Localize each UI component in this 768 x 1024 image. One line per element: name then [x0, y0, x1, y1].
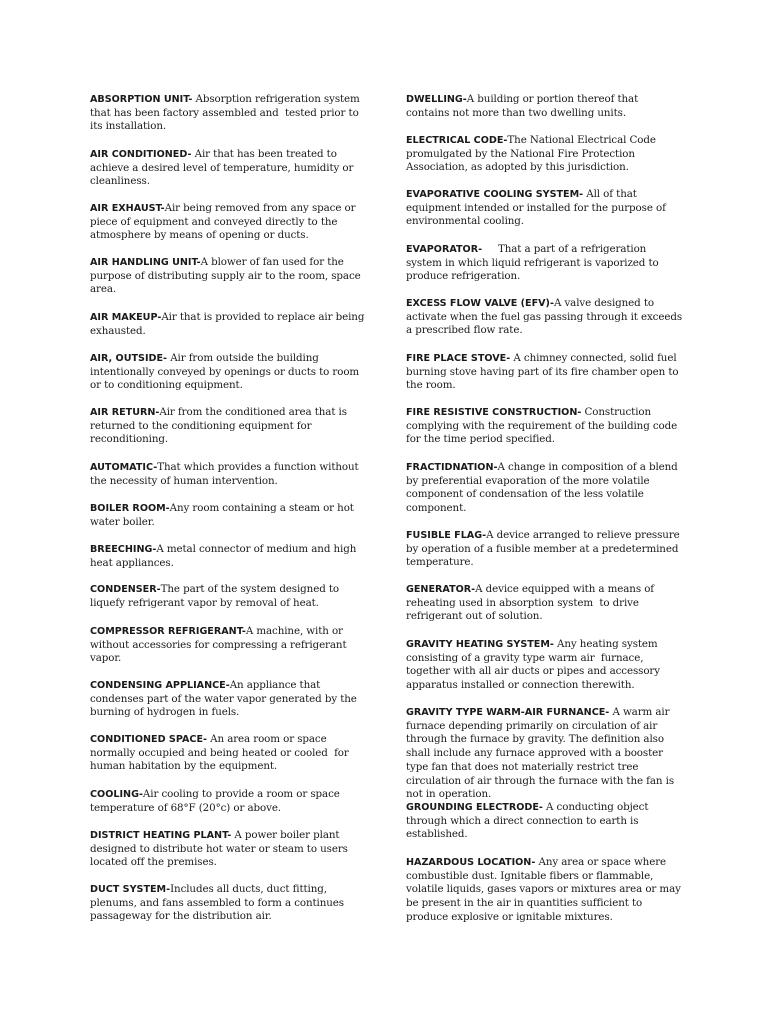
- glossary-definition: A machine, with or without accessories for compressing a refrigerant vapor.: [90, 625, 350, 665]
- left-glossary-entry: [90, 883, 366, 924]
- glossary-definition: All of that equipment intended or installed for the purpose of environmental cooling.: [406, 188, 669, 228]
- glossary-term: ELECTRICAL CODE-: [406, 135, 508, 146]
- left-glossary-entry: [90, 256, 366, 297]
- glossary-term: EXCESS FLOW VALVE (EFV)-: [406, 298, 554, 309]
- glossary-term: GRAVITY TYPE WARM-AIR FURNANCE-: [406, 707, 610, 718]
- right-glossary-entry: [406, 93, 682, 120]
- glossary-term: COOLING-: [90, 789, 143, 800]
- glossary-term: BOILER ROOM-: [90, 503, 170, 514]
- glossary-definition: A conducting object through which a direct connection to earth is established.: [406, 801, 652, 841]
- glossary-definition: The part of the system designed to liquefy refrigerant vapor by removal of heat.: [90, 583, 343, 609]
- glossary-definition: A building or portion thereof that contains not more than two dwelling units.: [406, 93, 642, 119]
- glossary-definition: An appliance that condenses part of the water vapor generated by the burning of hydrogen in fuels.: [90, 679, 360, 719]
- glossary-term: FUSIBLE FLAG-: [406, 530, 487, 541]
- glossary-definition: Any room containing a steam or hot water boiler.: [90, 502, 358, 528]
- glossary-term: HAZARDOUS LOCATION-: [406, 857, 536, 868]
- right-glossary-entry: [406, 297, 686, 338]
- right-glossary-entry: [406, 461, 682, 516]
- glossary-term: FIRE RESISTIVE CONSTRUCTION-: [406, 407, 582, 418]
- right-glossary-entry: [406, 801, 682, 842]
- right-glossary-entry: [406, 583, 682, 624]
- left-glossary-entry: [90, 625, 366, 666]
- glossary-term: DWELLING-: [406, 94, 467, 105]
- left-glossary-entry: [90, 461, 366, 488]
- right-glossary-entry: [406, 638, 682, 693]
- right-glossary-entry: [406, 243, 682, 284]
- glossary-definition: Air that has been treated to achieve a desired level of temperature, humidity or cleanliness.: [90, 148, 357, 188]
- right-glossary-entry: [406, 352, 682, 393]
- glossary-definition: Air from the conditioned area that is returned to the conditioning equipment for reconditioning.: [90, 406, 351, 446]
- glossary-term: EVAPORATOR-: [406, 244, 483, 255]
- right-glossary-entry: [406, 856, 685, 925]
- glossary-term: CONDENSING APPLIANCE-: [90, 680, 230, 691]
- glossary-term: BREECHING-: [90, 544, 157, 555]
- right-glossary-entry: [406, 529, 682, 570]
- left-glossary-entry: [90, 352, 366, 393]
- glossary-definition: A power boiler plant designed to distribute hot water or steam to users located off the premises.: [90, 829, 352, 869]
- glossary-term: FIRE PLACE STOVE-: [406, 353, 511, 364]
- left-glossary-entry: [90, 148, 366, 189]
- left-glossary-entry: [90, 543, 366, 570]
- glossary-term: AUTOMATIC-: [90, 462, 158, 473]
- glossary-term: AIR EXHAUST-: [90, 203, 165, 214]
- glossary-definition: A warm air furnace depending primarily on circulation of air through the furnace by gravity. The definition also shall include any furnace approved with a booster type fan that does not materially restrict tree circulation of air through the furnace with the fan is not in operation.: [406, 706, 678, 801]
- left-glossary-entry: [90, 406, 366, 447]
- glossary-definition: Air being removed from any space or piece of equipment and conveyed directly to the atmosphere by means of opening or ducts.: [90, 202, 359, 242]
- glossary-definition: An area room or space normally occupied and being heated or cooled for human habitation by the equipment.: [90, 733, 352, 773]
- left-glossary-entry: [90, 583, 366, 610]
- glossary-definition: A device arranged to relieve pressure by operation of a fusible member at a predetermined temperature.: [406, 529, 683, 569]
- glossary-term: AIR, OUTSIDE-: [90, 353, 168, 364]
- glossary-term: AIR HANDLING UNIT-: [90, 257, 201, 268]
- glossary-term: AIR MAKEUP-: [90, 312, 162, 323]
- glossary-term: CONDITIONED SPACE-: [90, 734, 207, 745]
- glossary-definition: A chimney connected, solid fuel burning stove having part of its fire chamber open to the room.: [406, 352, 682, 392]
- glossary-definition: That which provides a function without the necessity of human intervention.: [90, 461, 362, 487]
- glossary-definition: A change in composition of a blend by preferential evaporation of the more volatile component of condensation of the less volatile component.: [406, 461, 681, 515]
- glossary-term: DISTRICT HEATING PLANT-: [90, 830, 232, 841]
- right-glossary-entry: [406, 134, 682, 175]
- glossary-definition: Air cooling to provide a room or space temperature of 68°F (20°c) or above.: [90, 788, 343, 814]
- glossary-definition: Includes all ducts, duct fitting, plenums, and fans assembled to form a continues passageway for the distribution air.: [90, 883, 348, 923]
- left-glossary-entry: [90, 502, 366, 529]
- left-glossary-entry: [90, 733, 366, 774]
- glossary-term: DUCT SYSTEM-: [90, 884, 171, 895]
- right-glossary-entry: [406, 406, 682, 447]
- glossary-term: EVAPORATIVE COOLING SYSTEM-: [406, 189, 584, 200]
- left-glossary-entry: [90, 788, 366, 815]
- glossary-definition: A metal connector of medium and high heat appliances.: [90, 543, 360, 569]
- glossary-term: ABSORPTION UNIT-: [90, 94, 193, 105]
- glossary-definition: A blower of fan used for the purpose of distributing supply air to the room, space area.: [90, 256, 364, 296]
- glossary-term: CONDENSER-: [90, 584, 161, 595]
- left-glossary-entry: [90, 829, 366, 870]
- right-glossary-entry: [406, 188, 682, 229]
- glossary-term: GROUNDING ELECTRODE-: [406, 802, 543, 813]
- glossary-term: AIR RETURN-: [90, 407, 160, 418]
- left-glossary-entry: [90, 679, 366, 720]
- glossary-definition: Any area or space where combustible dust. Ignitable fibers or flammable, volatile liquids, gases vapors or mixtures area or may be present in the air in quantities sufficient to produce explosive or ignitable mixtures.: [406, 856, 685, 923]
- glossary-term: GRAVITY HEATING SYSTEM-: [406, 639, 554, 650]
- left-glossary-entry: [90, 311, 366, 338]
- glossary-term: COMPRESSOR REFRIGERANT-: [90, 626, 246, 637]
- glossary-definition: Air from outside the building intentionally conveyed by openings or ducts to room or to conditioning equipment.: [90, 352, 363, 392]
- glossary-definition: A valve designed to activate when the fuel gas passing through it exceeds a prescribed flow rate.: [406, 297, 686, 337]
- glossary-definition: Absorption refrigeration system that has been factory assembled and tested prior to its installation.: [90, 93, 363, 133]
- glossary-term: FRACTIDNATION-: [406, 462, 498, 473]
- left-glossary-entry: [90, 93, 366, 134]
- glossary-term: AIR CONDITIONED-: [90, 149, 192, 160]
- left-glossary-entry: [90, 202, 366, 243]
- glossary-definition: The National Electrical Code promulgated by the National Fire Protection Association, as adopted by this jurisdiction.: [406, 134, 660, 174]
- glossary-definition: Construction complying with the requirement of the building code for the time period specified.: [406, 406, 681, 446]
- glossary-term: GENERATOR-: [406, 584, 476, 595]
- glossary-definition: That a part of a refrigeration system in which liquid refrigerant is vaporized to produce refrigeration.: [406, 243, 662, 283]
- glossary-definition: A device equipped with a means of reheating used in absorption system to drive refrigerant out of solution.: [406, 583, 658, 623]
- right-glossary-entry: [406, 706, 682, 802]
- glossary-definition: Any heating system consisting of a gravity type warm air furnace, together with all air ducts or pipes and accessory apparatus installed or connection therewith.: [406, 638, 664, 692]
- glossary-definition: Air that is provided to replace air being exhausted.: [90, 311, 368, 337]
